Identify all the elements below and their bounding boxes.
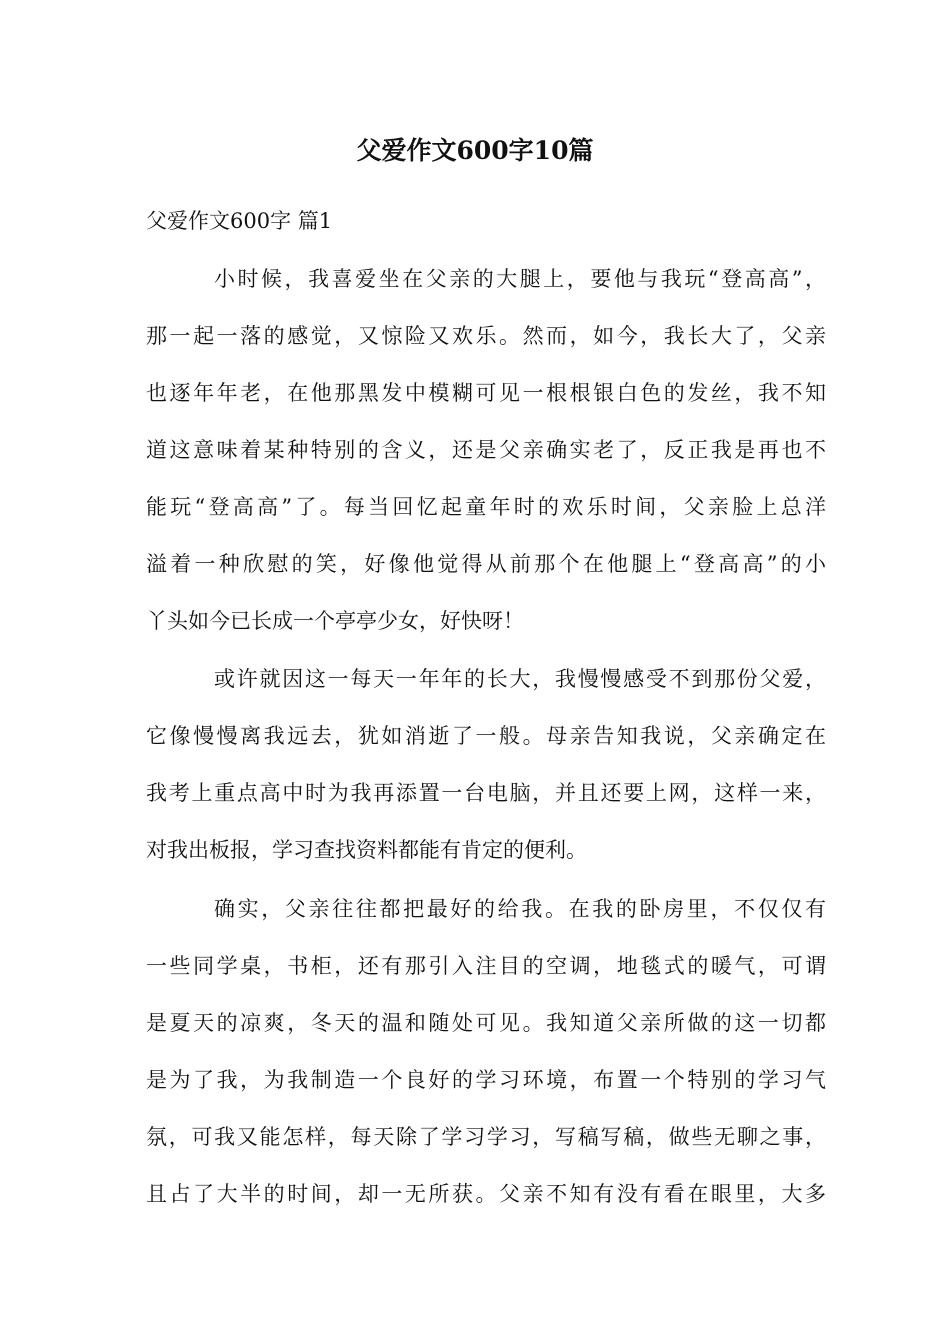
paragraph-line: 我考上重点高中时为我再添置一台电脑，并且还要上网，这样一来，	[146, 781, 826, 805]
document-title: 父爱作文600字10篇	[356, 136, 594, 165]
paragraph-line: 是夏天的凉爽，冬天的温和随处可见。我知道父亲所做的这一切都	[146, 1011, 826, 1035]
paragraph-line: 小时候，我喜爱坐在父亲的大腿上，要他与我玩“登高高”，	[214, 267, 826, 291]
paragraph-line: 氛，可我又能怎样，每天除了学习学习，写稿写稿，做些无聊之事，	[146, 1125, 826, 1149]
paragraph-line: 也逐年年老，在他那黑发中模糊可见一根根银白色的发丝，我不知	[146, 381, 826, 405]
paragraph-line: 且占了大半的时间，却一无所获。父亲不知有没有看在眼里，大多	[146, 1182, 826, 1206]
paragraph-line: 丫头如今已长成一个亭亭少女，好快呀！	[146, 609, 524, 633]
paragraph-line: 道这意味着某种特别的含义，还是父亲确实老了，反正我是再也不	[146, 438, 826, 462]
paragraph-line: 是为了我，为我制造一个良好的学习环境，布置一个特别的学习气	[146, 1068, 826, 1092]
paragraph-line: 那一起一落的感觉，又惊险又欢乐。然而，如今，我长大了，父亲	[146, 324, 826, 348]
paragraph-line: 能玩“登高高”了。每当回忆起童年时的欢乐时间，父亲脸上总洋	[146, 495, 826, 519]
paragraph-line: 它像慢慢离我远去，犹如消逝了一般。母亲告知我说，父亲确定在	[146, 724, 826, 748]
section-heading: 父爱作文600字 篇1	[146, 209, 333, 233]
paragraph-line: 或许就因这一每天一年年的长大，我慢慢感受不到那份父爱，	[214, 667, 826, 691]
paragraph-line: 对我出板报，学习查找资料都能有肯定的便利。	[146, 838, 587, 862]
paragraph-line: 溢着一种欣慰的笑，好像他觉得从前那个在他腿上“登高高”的小	[146, 552, 826, 576]
paragraph-line: 确实，父亲往往都把最好的给我。在我的卧房里，不仅仅有	[214, 897, 826, 921]
paragraph-line: 一些同学桌，书柜，还有那引入注目的空调，地毯式的暖气，可谓	[146, 954, 826, 978]
